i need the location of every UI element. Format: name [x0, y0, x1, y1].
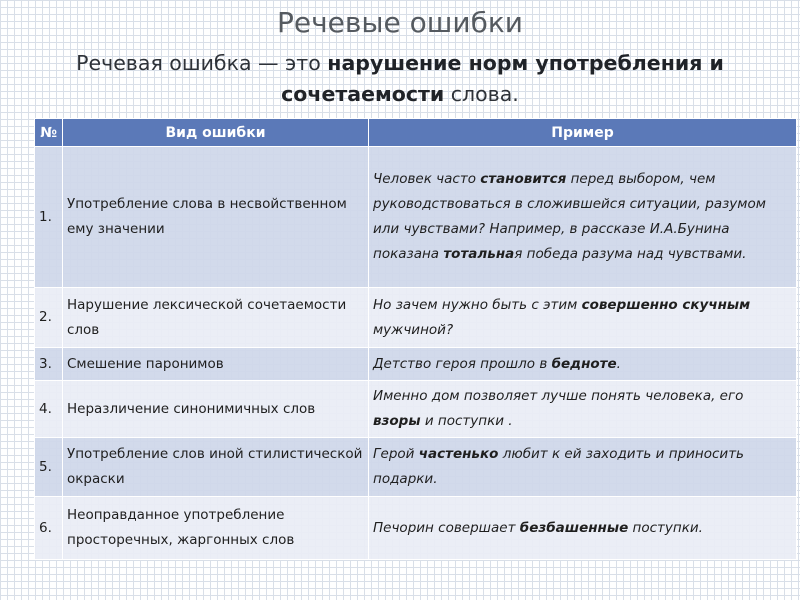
example-part: Именно дом позволяет лучше понять человека, его [373, 388, 744, 404]
example-highlight: частенько [418, 446, 499, 462]
example-text [369, 438, 797, 497]
example-part: . [616, 355, 621, 372]
header-num: № [35, 119, 63, 147]
table-row [35, 348, 797, 381]
example-highlight: безбашенные [519, 519, 629, 536]
example-text [369, 497, 797, 560]
definition-bold-compat: сочетаемости [281, 82, 445, 106]
example-highlight: тотальна [443, 246, 515, 262]
example-part: Детство героя прошло в [373, 355, 552, 372]
example-part: Герой [373, 446, 419, 462]
definition-bold-norms: нарушение норм употребления и [327, 51, 724, 75]
example-text [369, 147, 797, 288]
example-text [369, 381, 797, 438]
header-error-type: Вид ошибки [63, 119, 369, 147]
error-type: Неразличение синонимичных слов [63, 381, 369, 438]
example-part: Но зачем нужно быть с этим [373, 296, 582, 313]
row-num: 3. [35, 348, 63, 381]
example-text [369, 288, 797, 348]
example-part: любит к ей заходить и приносить подарки. [373, 446, 745, 487]
example-part: мужчиной? [373, 321, 454, 338]
definition-text: Речевая ошибка — это [76, 51, 328, 75]
example-part: поступки. [628, 519, 703, 536]
example-part: Человек часто [373, 171, 481, 187]
example-part: я победа разума над чувствами. [514, 246, 747, 262]
error-type: Употребление слов иной стилистической окраски [63, 438, 369, 497]
row-num: 1. [35, 147, 63, 288]
row-num: 4. [35, 381, 63, 438]
table-row [35, 497, 797, 560]
table-row [35, 288, 797, 348]
example-text [369, 348, 797, 381]
example-part: перед выбором, чем руководствоваться в сложившейся ситуации, разумом или чувствами? Например, в рассказе И.А.Бунина показана [373, 171, 766, 262]
error-type: Нарушение лексической сочетаемости слов [63, 288, 369, 348]
example-highlight: совершенно скучным [581, 296, 751, 313]
row-num: 2. [35, 288, 63, 348]
example-highlight: становится [480, 171, 567, 187]
example-highlight: взоры [373, 413, 421, 429]
example-part: и поступки . [420, 413, 513, 429]
table-header-row [35, 119, 797, 147]
slide-title: Речевые ошибки [277, 6, 523, 39]
row-num: 6. [35, 497, 63, 560]
error-type: Смешение паронимов [63, 348, 369, 381]
definition-text-end: слова. [444, 82, 519, 106]
errors-table [34, 118, 797, 560]
table-row [35, 147, 797, 288]
table-row [35, 438, 797, 497]
table-row [35, 381, 797, 438]
definition [60, 48, 740, 110]
error-type: Употребление слова в несвойственном ему значении [63, 147, 369, 288]
error-type: Неоправданное употребление просторечных, жаргонных слов [63, 497, 369, 560]
example-highlight: бедноте [551, 355, 617, 372]
header-example: Пример [369, 119, 797, 147]
example-part: Печорин совершает [373, 519, 520, 536]
row-num: 5. [35, 438, 63, 497]
